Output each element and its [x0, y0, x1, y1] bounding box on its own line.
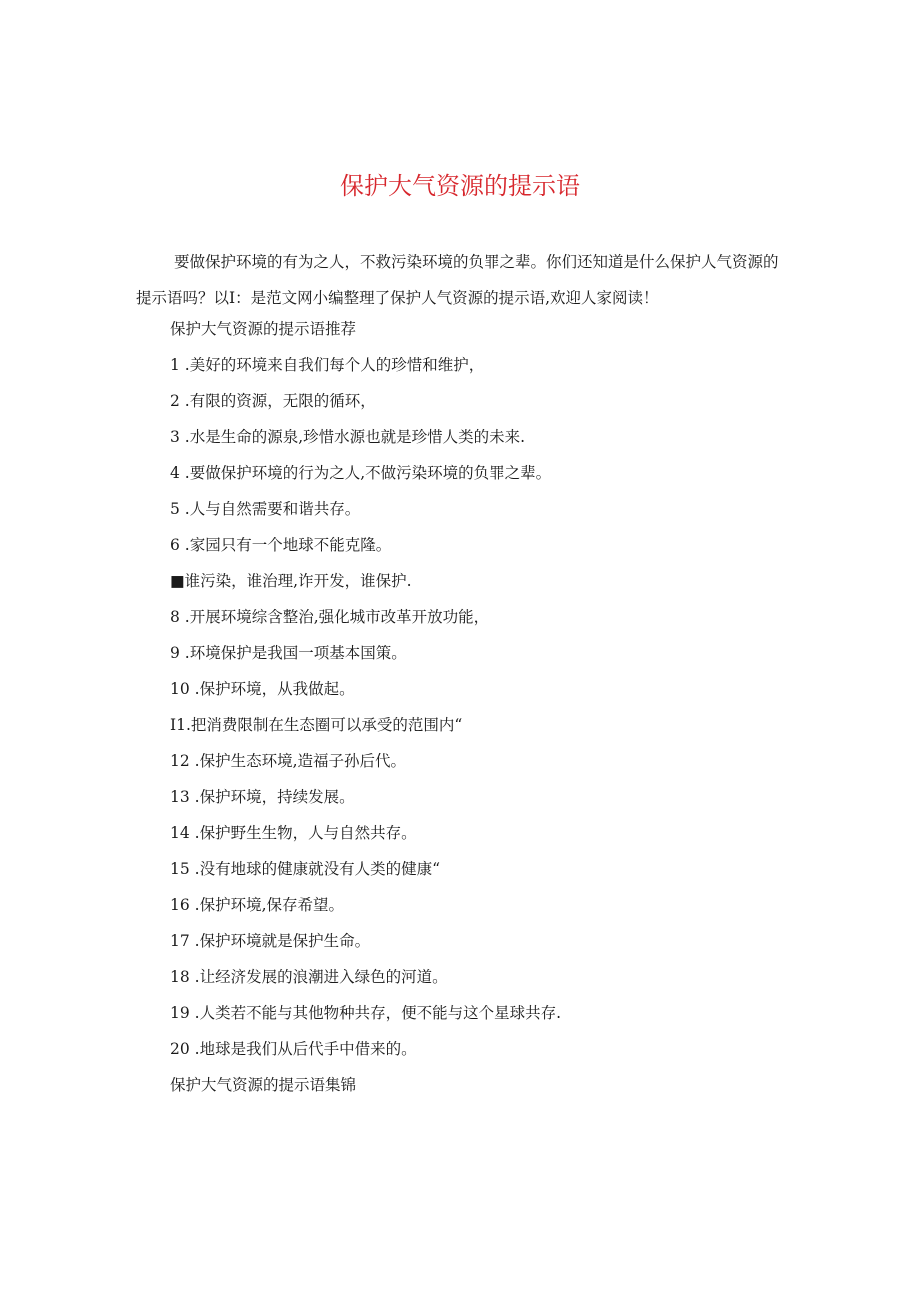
slogan-item: 1 .美好的环境来自我们每个人的珍惜和维护，: [170, 356, 485, 374]
slogan-item: 3 .水是生命的源泉,珍惜水源也就是珍惜人类的未来.: [170, 428, 526, 446]
slogan-item: 10 .保护环境，从我做起。: [170, 680, 355, 698]
slogan-item: 18 .让经济发展的浪潮进入绿色的河道。: [170, 968, 448, 986]
slogan-item: 20 .地球是我们从后代手中借来的。: [170, 1040, 417, 1058]
slogan-item: I1.把消费限制在生态圈可以承受的范围内“: [170, 716, 463, 734]
section-heading-collection: 保护大气资源的提示语集锦: [170, 1076, 357, 1094]
slogan-item: 19 .人类若不能与其他物种共存，便不能与这个星球共存.: [170, 1004, 562, 1022]
slogan-item: 6 .家园只有一个地球不能克隆。: [170, 536, 392, 554]
section-heading-recommend: 保护大气资源的提示语推荐: [170, 320, 357, 338]
slogan-item: 15 .没有地球的健康就没有人类的健康“: [170, 860, 441, 878]
slogan-item: ■谁污染，谁治理,诈开发，谁保护.: [170, 572, 412, 590]
slogan-item: 2 .有限的资源，无限的循环，: [170, 392, 376, 410]
slogan-item: 12 .保护生态环境,造福子孙后代。: [170, 752, 407, 770]
slogan-item: 14 .保护野生生物，人与自然共存。: [170, 824, 417, 842]
slogan-item: 13 .保护环境，持续发展。: [170, 788, 355, 806]
slogan-item: 16 .保护环境,保存希望。: [170, 896, 345, 914]
slogan-item: 9 .环境保护是我国一项基本国策。: [170, 644, 407, 662]
slogan-item: 4 .要做保护环境的行为之人,不做污染环境的负罪之辈。: [170, 464, 552, 482]
slogan-item: 5 .人与自然需要和谐共存。: [170, 500, 361, 518]
slogan-item: 17 .保护环境就是保护生命。: [170, 932, 371, 950]
slogan-list: [170, 353, 790, 1073]
document-title: 保护大气资源的提示语: [340, 172, 580, 200]
intro-paragraph: 要做保护环境的有为之人，不救污染环境的负罪之辈。你们还知道是什么保护人气资源的提示语吗？以I：是范文网小编整理了保护人气资源的提示语,欢迎人家阅读！: [136, 253, 779, 307]
slogan-item: 8 .开展环境综含整治,强化城市改革开放功能，: [170, 608, 490, 626]
